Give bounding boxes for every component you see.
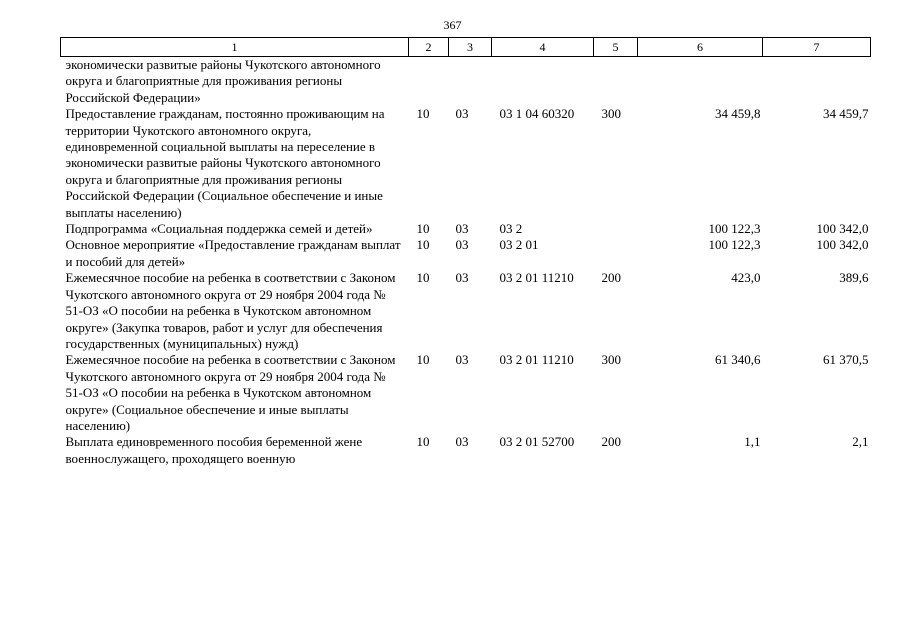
row-name: Подпрограмма «Социальная поддержка семей и детей» [65, 221, 373, 237]
row-subsection: 03 [455, 237, 469, 253]
row-section: 10 [416, 221, 430, 237]
row-amount-2: 389,6 [839, 270, 869, 286]
row-subsection [449, 57, 492, 107]
row-expense-type [594, 57, 638, 107]
page-number: 367 [443, 18, 462, 32]
row-expense-type: 200 [601, 434, 621, 450]
table-row [61, 221, 871, 237]
table-row [61, 106, 871, 221]
table-header [61, 38, 871, 57]
row-amount-1: 61 340,6 [715, 352, 761, 368]
row-amount-2: 34 459,7 [823, 106, 869, 122]
header-col-4: 4 [492, 38, 594, 57]
row-target-item [492, 57, 594, 107]
row-name: Предоставление гражданам, постоянно проживающим на территории Чукотского автономного округа, единовременной социальной выплаты на переселение в экономически развитые районы Чукотского автономного округа и благоприятные для проживания регионы Российской Федерации (Социальное обеспечение и иные выплаты населению) [65, 106, 385, 220]
table-body [61, 57, 871, 468]
row-target-item: 03 1 04 60320 [499, 106, 575, 122]
header-col-6: 6 [638, 38, 763, 57]
table-row [61, 270, 871, 352]
header-col-3: 3 [449, 38, 492, 57]
table-row [61, 237, 871, 270]
row-target-item: 03 2 01 [499, 237, 539, 253]
row-amount-2: 61 370,5 [823, 352, 869, 368]
row-name: Ежемесячное пособие на ребенка в соответствии с Законом Чукотского автономного округа от 29 ноября 2004 года № 51-ОЗ «О пособии на ребенка в Чукотском автономном округе» (Социальное обеспечение и иные выплаты населению) [65, 352, 396, 433]
row-target-item: 03 2 01 11210 [499, 270, 574, 286]
row-amount-1: 423,0 [731, 270, 761, 286]
header-col-5: 5 [594, 38, 638, 57]
header-row [61, 38, 871, 57]
row-name: Ежемесячное пособие на ребенка в соответствии с Законом Чукотского автономного округа от 29 ноября 2004 года № 51-ОЗ «О пособии на ребенка в Чукотском автономном округе» (Закупка товаров, работ и услуг для обеспечения государственных (муниципальных) нужд) [65, 270, 396, 351]
row-expense-type: 200 [601, 270, 621, 286]
row-amount-1: 100 122,3 [708, 237, 761, 253]
row-name: Выплата единовременного пособия беременной жене военнослужащего, проходящего военную [65, 434, 363, 466]
row-target-item: 03 2 [499, 221, 523, 237]
row-section: 10 [416, 270, 430, 286]
row-name: экономически развитые районы Чукотского автономного округа и благоприятные для проживания регионы Российской Федерации» [65, 57, 381, 105]
row-section [409, 57, 449, 107]
row-expense-type: 300 [601, 106, 621, 122]
row-amount-2: 2,1 [852, 434, 869, 450]
table-row [61, 57, 871, 107]
header-col-7: 7 [763, 38, 871, 57]
row-section: 10 [416, 106, 430, 122]
budget-table [60, 37, 871, 467]
row-subsection: 03 [455, 434, 469, 450]
row-expense-type [594, 237, 638, 270]
row-target-item: 03 2 01 52700 [499, 434, 575, 450]
row-subsection: 03 [455, 221, 469, 237]
header-col-2: 2 [409, 38, 449, 57]
row-amount-2: 100 342,0 [816, 237, 869, 253]
row-section: 10 [416, 434, 430, 450]
budget-table-container [60, 37, 870, 467]
row-expense-type: 300 [601, 352, 621, 368]
row-section: 10 [416, 352, 430, 368]
row-amount-1: 34 459,8 [715, 106, 761, 122]
header-col-1: 1 [61, 38, 409, 57]
row-section: 10 [416, 237, 430, 253]
row-expense-type [594, 221, 638, 237]
row-name: Основное мероприятие «Предоставление гражданам выплат и пособий для детей» [65, 237, 401, 269]
row-amount-2 [763, 57, 871, 107]
row-amount-1: 1,1 [744, 434, 761, 450]
row-subsection: 03 [455, 106, 469, 122]
table-row [61, 434, 871, 467]
row-amount-1: 100 122,3 [708, 221, 761, 237]
row-amount-1 [638, 57, 763, 107]
row-target-item: 03 2 01 11210 [499, 352, 574, 368]
row-subsection: 03 [455, 352, 469, 368]
row-subsection: 03 [455, 270, 469, 286]
row-amount-2: 100 342,0 [816, 221, 869, 237]
table-row [61, 352, 871, 434]
